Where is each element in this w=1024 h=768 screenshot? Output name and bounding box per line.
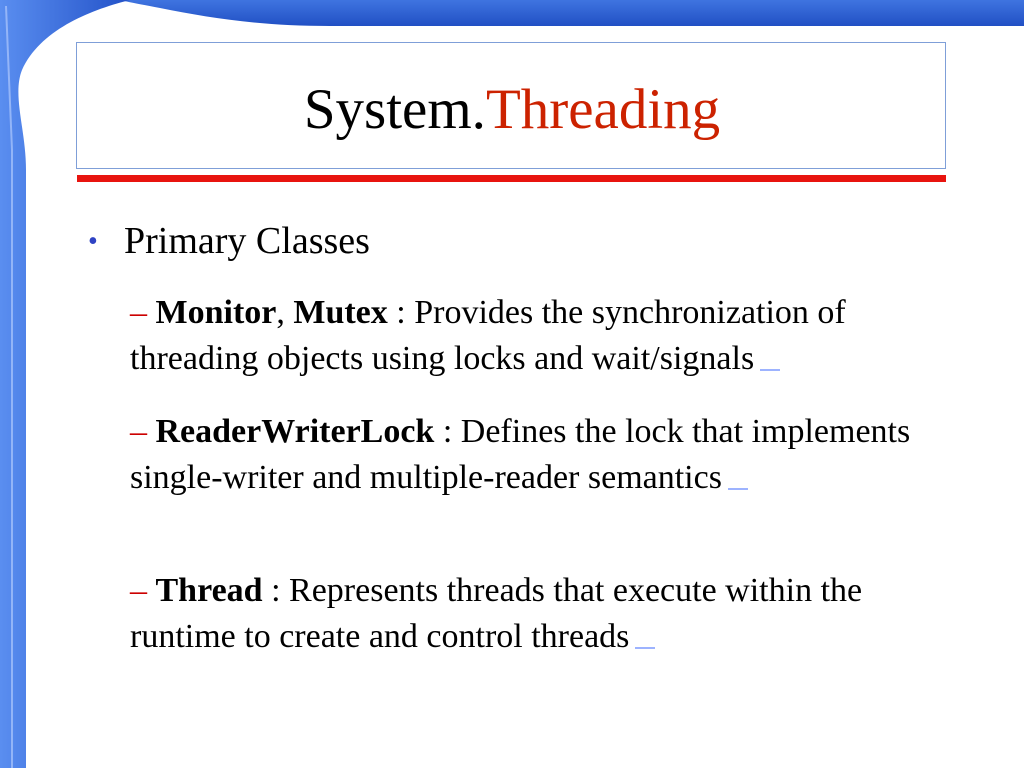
desc-monitor-mutex: : Provides the synchronization of threading objects using locks and wait/signals <box>130 294 846 377</box>
term-mutex: Mutex <box>293 294 388 331</box>
dash-icon: – <box>130 294 147 331</box>
term-separator: , <box>276 294 294 331</box>
title-part-threading: Threading <box>485 78 721 141</box>
desc-thread: : Represents threads that execute within the runtime to create and control threads <box>130 572 863 655</box>
hyperlink-marker[interactable] <box>760 347 780 371</box>
hyperlink-marker[interactable] <box>728 466 748 490</box>
dash-icon: – <box>130 572 147 609</box>
bullet-primary-classes <box>88 218 370 265</box>
sub-item-readerwriterlock <box>130 409 940 501</box>
hyperlink-marker[interactable] <box>635 625 655 649</box>
bullet-primary-classes-text: Primary Classes <box>124 220 370 262</box>
desc-readerwriterlock: : Defines the lock that implements single-writer and multiple-reader semantics <box>130 413 911 496</box>
term-monitor: Monitor <box>155 294 277 331</box>
term-thread: Thread <box>155 572 263 609</box>
dash-icon: – <box>130 413 147 450</box>
slide-title <box>0 72 1024 148</box>
title-underline-rule <box>77 175 946 182</box>
term-readerwriterlock: ReaderWriterLock <box>155 413 435 450</box>
title-part-system: System. <box>303 78 486 141</box>
bullet-dot-icon: • <box>88 226 98 257</box>
sub-item-thread <box>130 568 940 660</box>
sub-item-monitor-mutex <box>130 290 940 382</box>
